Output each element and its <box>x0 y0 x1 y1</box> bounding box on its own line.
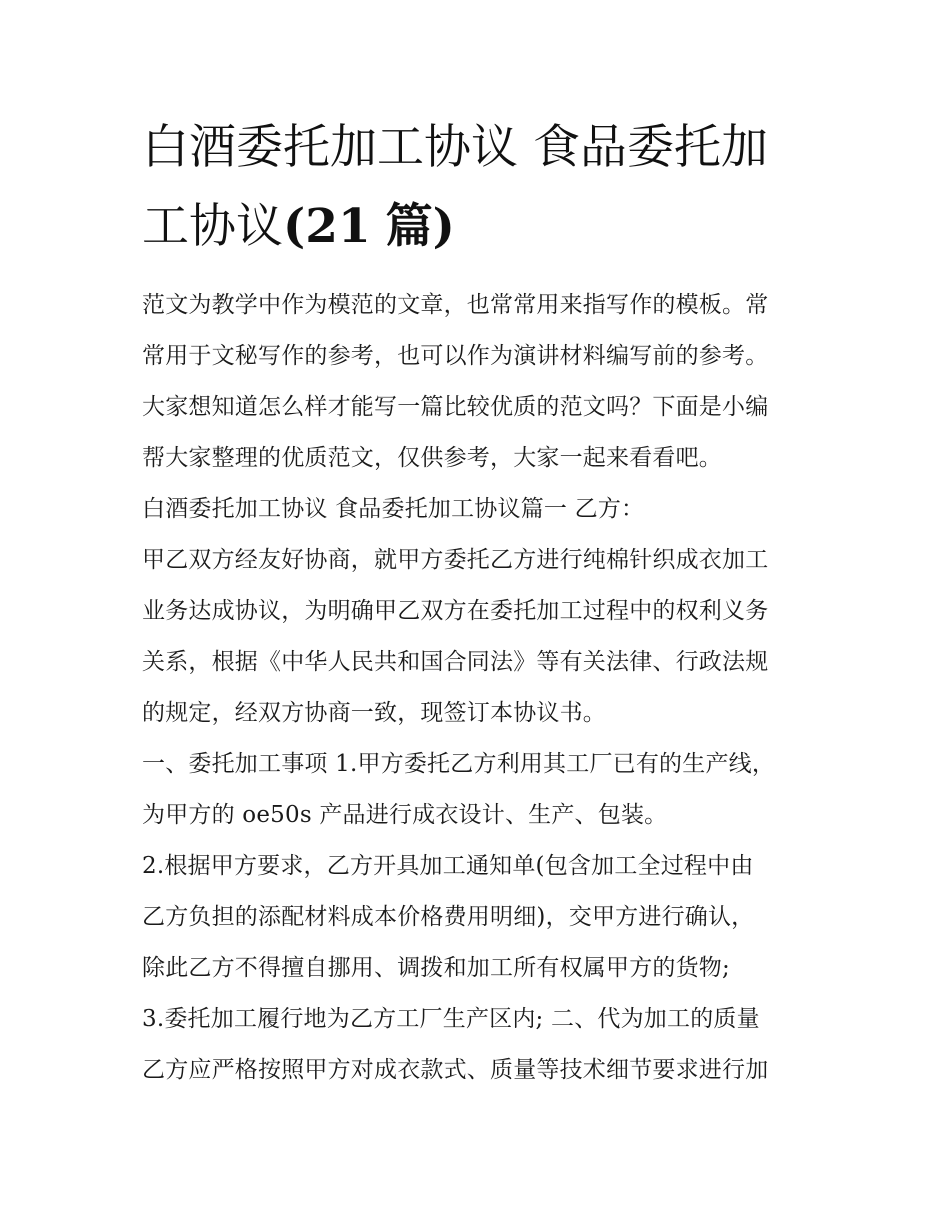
body-line: 常用于文秘写作的参考，也可以作为演讲材料编写前的参考。 <box>142 343 769 369</box>
section-heading-line: 白酒委托加工协议 食品委托加工协议篇一 乙方： <box>142 496 645 522</box>
body-line: 帮大家整理的优质范文，仅供参考，大家一起来看看吧。 <box>142 445 722 471</box>
body-line: 2.根据甲方要求，乙方开具加工通知单(包含加工全过程中由 <box>142 853 754 879</box>
document-title <box>142 108 822 266</box>
title-line-1: 白酒委托加工协议 食品委托加 <box>142 120 768 175</box>
title-line-2-suffix: 篇) <box>385 199 455 254</box>
body-line: 为甲方的 oe50s 产品进行成衣设计、生产、包装。 <box>142 802 668 828</box>
body-line: 一、委托加工事项 1.甲方委托乙方利用其工厂已有的生产线， <box>142 751 776 777</box>
body-line: 甲乙双方经友好协商，就甲方委托乙方进行纯棉针织成衣加工 <box>142 547 769 573</box>
body-line: 乙方负担的添配材料成本价格费用明细)，交甲方进行确认， <box>142 904 755 930</box>
body-line: 业务达成协议，为明确甲乙双方在委托加工过程中的权利义务 <box>142 598 769 624</box>
title-line-2-number: (21 <box>283 199 371 254</box>
document-content <box>142 108 822 1096</box>
body-line: 关系，根据《中华人民共和国合同法》等有关法律、行政法规 <box>142 649 769 675</box>
body-line: 的规定，经双方协商一致，现签订本协议书。 <box>142 700 606 726</box>
body-line: 3.委托加工履行地为乙方工厂生产区内; 二、代为加工的质量 <box>142 1006 760 1032</box>
body-line: 大家想知道怎么样才能写一篇比较优质的范文吗？下面是小编 <box>142 394 769 420</box>
body-line: 范文为教学中作为模范的文章，也常常用来指写作的模板。常 <box>142 292 769 318</box>
title-line-2-prefix: 工协议 <box>142 199 283 254</box>
body-line: 乙方应严格按照甲方对成衣款式、质量等技术细节要求进行加 <box>142 1057 769 1083</box>
body-line: 除此乙方不得擅自挪用、调拨和加工所有权属甲方的货物; <box>142 955 730 981</box>
title-line-2 <box>142 199 455 254</box>
